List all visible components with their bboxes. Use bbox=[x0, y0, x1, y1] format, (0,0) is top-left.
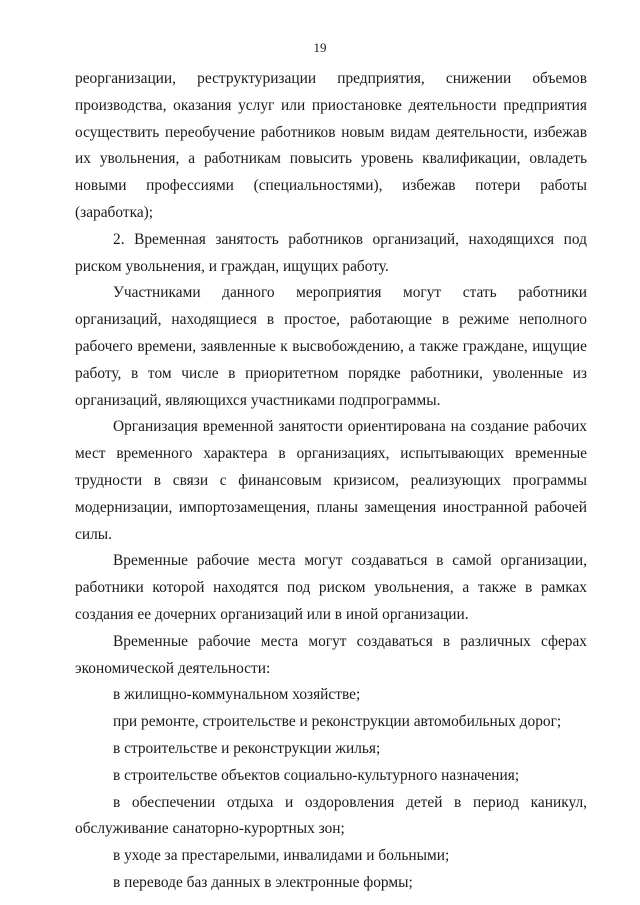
paragraph-participants: Участниками данного мероприятия могут стать работники организаций, находящиеся в простое, работающие в режиме неполного рабочего времени, заявленные к высвобождению, а также граждане, ищущие работу, в том числе в приоритетном порядке работники, уволенные из организаций, являющихся участниками подпрограммы. bbox=[75, 284, 587, 409]
paragraph-economic-spheres: Временные рабочие места могут создаваться в различных сферах экономической деятельности: bbox=[75, 632, 587, 677]
list-item-housing-construction: в строительстве и реконструкции жилья; bbox=[113, 739, 381, 757]
list-item-database-conversion: в переводе баз данных в электронные формы; bbox=[113, 873, 413, 891]
list-item-social-facilities: в строительстве объектов социально-культурного назначения; bbox=[113, 766, 520, 784]
page-number: 19 bbox=[313, 40, 327, 55]
paragraph-organization: Организация временной занятости ориентирована на создание рабочих мест временного характера в организациях, испытывающих временные трудности в связи с финансовым кризисом, реализующих программы модернизации, импортозамещения, планы замещения иностранной рабочей силы. bbox=[75, 418, 587, 543]
paragraph-workplaces-created: Временные рабочие места могут создаваться в самой организации, работники которой находятся под риском увольнения, а также в рамках создания ее дочерних организаций или в иной организации. bbox=[75, 552, 587, 623]
list-item-housing-utilities: в жилищно-коммунальном хозяйстве; bbox=[113, 686, 361, 704]
list-item-road-repair: при ремонте, строительстве и реконструкции автомобильных дорог; bbox=[113, 713, 562, 731]
list-item-children-recreation: в обеспечении отдыха и оздоровления детей в период каникул, обслуживание санаторно-курортных зон; bbox=[75, 793, 587, 838]
paragraph-reorganization: реорганизации, реструктуризации предприятия, снижении объемов производства, оказания услуг или приостановке деятельности предприятия осуществить переобучение работников новым видам деятельности, избежав их увольнения, а работникам повысить уровень квалификации, овладеть новыми профессиями (специальностями), избежав потери работы (заработка); bbox=[75, 70, 587, 221]
document-body bbox=[75, 66, 587, 897]
paragraph-temporary-employment-heading: 2. Временная занятость работников организаций, находящихся под риском увольнения, и граждан, ищущих работу. bbox=[75, 230, 587, 275]
list-item-elderly-care: в уходе за престарелыми, инвалидами и больными; bbox=[113, 847, 450, 865]
